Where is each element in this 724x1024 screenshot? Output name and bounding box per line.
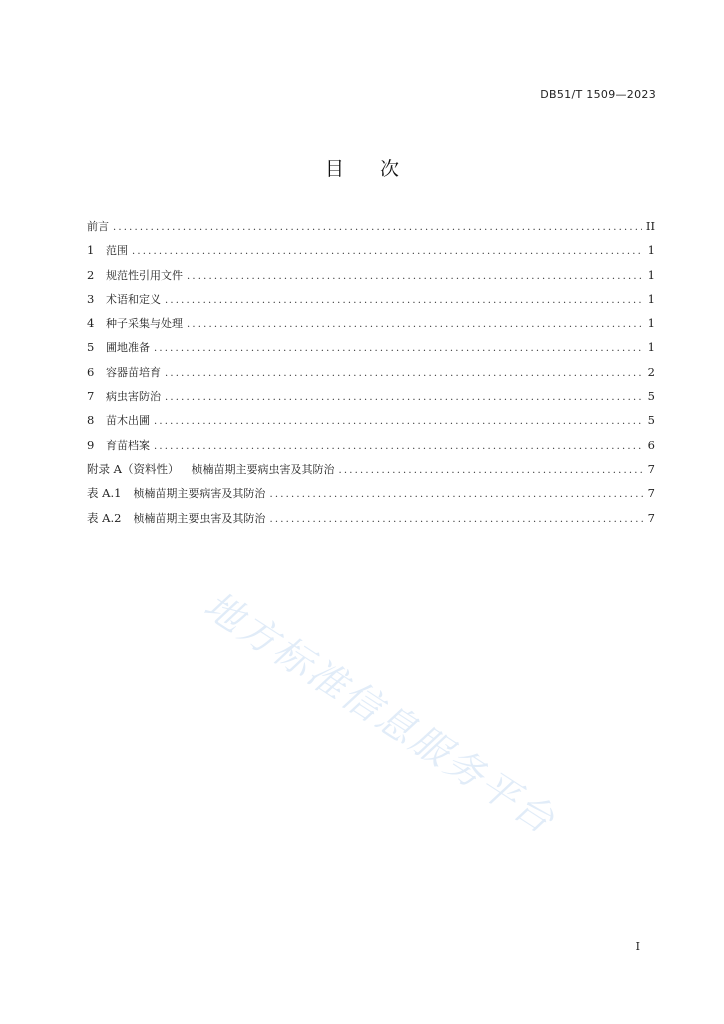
toc-entry-text: 桢楠苗期主要虫害及其防治 (133, 511, 266, 525)
toc-leader-dots (187, 271, 643, 282)
toc-entry-seed-collection[interactable] (87, 315, 655, 339)
toc-entry-text: 前言 (87, 220, 109, 233)
toc-leader-dots (338, 465, 643, 476)
toc-entry-nursery-preparation[interactable] (87, 339, 655, 363)
toc-entry-terms-definitions[interactable] (87, 291, 655, 315)
toc-entry-text: 苗木出圃 (106, 414, 150, 428)
toc-entry-page: 1 (647, 340, 655, 355)
toc-entry-text: 病虫害防治 (106, 390, 161, 404)
toc-entry-pest-control[interactable] (87, 388, 655, 412)
toc-entry-number: 3 (87, 291, 95, 306)
toc-leader-dots (165, 368, 643, 379)
toc-leader-dots (269, 514, 643, 525)
toc-leader-dots (154, 416, 643, 427)
toc-entry-text: 种子采集与处理 (106, 317, 183, 331)
toc-entry-number: 表 A.1 (87, 486, 122, 501)
toc-entry-seedling-outplanting[interactable] (87, 412, 655, 436)
toc-entry-normative-references[interactable] (87, 267, 655, 291)
watermark: 地方标准信息服务平台 (196, 582, 565, 844)
toc-entry-number: 表 A.2 (87, 510, 122, 525)
standard-code: DB51/T 1509—2023 (540, 88, 656, 101)
toc-entry-page: 1 (647, 316, 655, 331)
toc-entry-scope[interactable] (87, 242, 655, 266)
toc-entry-page: 1 (647, 291, 655, 306)
toc-leader-dots (187, 319, 643, 330)
page-number: I (635, 940, 640, 953)
toc-entry-text: 圃地准备 (106, 341, 150, 355)
toc-entry-number: 7 (87, 389, 95, 404)
toc-leader-dots (154, 343, 643, 354)
toc-entry-page: 6 (647, 437, 655, 452)
toc-entry-text: 规范性引用文件 (106, 268, 183, 282)
toc-entry-page: 1 (647, 267, 655, 282)
toc-entry-text: 育苗档案 (106, 438, 150, 452)
toc-entry-text: 术语和定义 (106, 292, 161, 306)
toc-entry-page: 7 (647, 461, 655, 476)
toc-leader-dots (154, 441, 643, 452)
toc-entry-page: 2 (647, 364, 655, 379)
toc-entry-foreword[interactable] (87, 218, 655, 242)
toc-entry-page: 5 (647, 413, 655, 428)
toc-entry-number: 6 (87, 364, 95, 379)
toc-entry-page: II (645, 219, 655, 233)
toc-entry-page: 7 (647, 510, 655, 525)
toc-entry-container-seedlings[interactable] (87, 364, 655, 388)
toc-entry-text: 桢楠苗期主要病虫害及其防治 (191, 462, 335, 476)
toc-entry-number: 5 (87, 340, 95, 355)
toc-entry-page: 1 (647, 243, 655, 258)
toc-entry-nursery-records[interactable] (87, 437, 655, 461)
toc-entry-table-a2[interactable] (87, 510, 655, 534)
toc-entry-number: 2 (87, 267, 95, 282)
toc-entry-number: 9 (87, 437, 95, 452)
toc-entry-number: 附录 A（资料性） (87, 461, 180, 476)
toc-leader-dots (113, 222, 642, 233)
toc-title: 目次 (324, 158, 435, 180)
toc-leader-dots (165, 392, 643, 403)
table-of-contents (87, 218, 655, 534)
toc-entry-number: 1 (87, 243, 95, 258)
toc-entry-text: 容器苗培育 (106, 365, 161, 379)
toc-entry-page: 5 (647, 389, 655, 404)
toc-entry-text: 范围 (106, 244, 128, 258)
toc-entry-number: 8 (87, 413, 95, 428)
toc-leader-dots (132, 246, 643, 257)
toc-entry-table-a1[interactable] (87, 485, 655, 509)
toc-entry-appendix-a[interactable] (87, 461, 655, 485)
toc-entry-number: 4 (87, 316, 95, 331)
toc-entry-text: 桢楠苗期主要病害及其防治 (133, 487, 266, 501)
toc-leader-dots (269, 489, 643, 500)
toc-entry-page: 7 (647, 486, 655, 501)
toc-leader-dots (165, 295, 643, 306)
